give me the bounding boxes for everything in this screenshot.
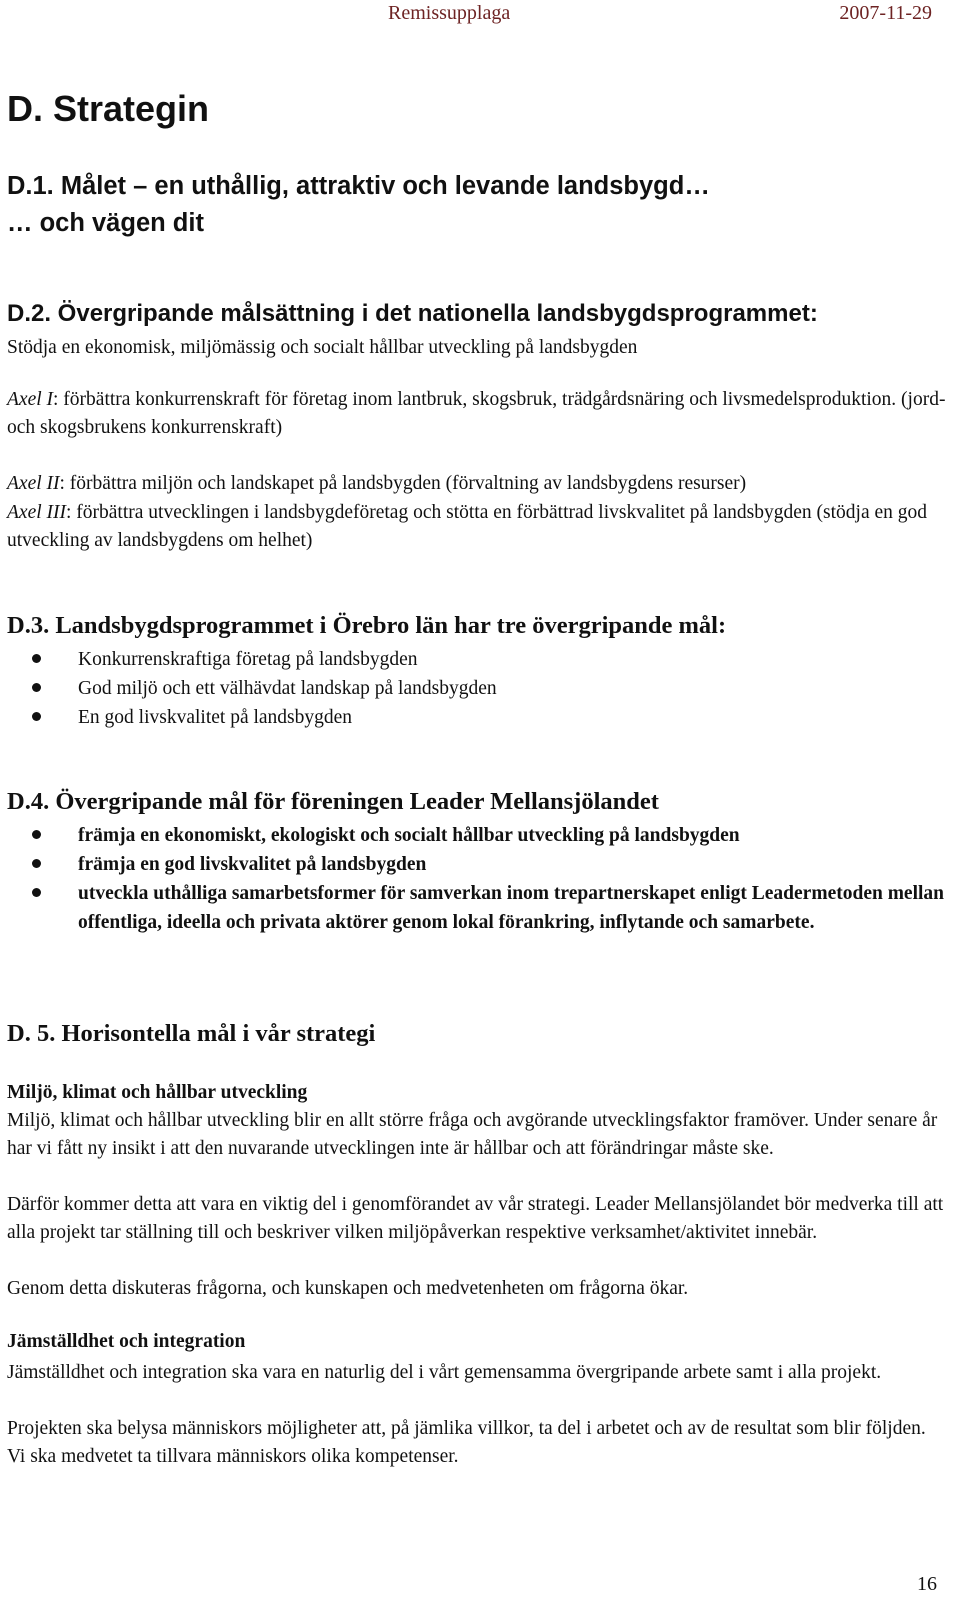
heading-d5: D. 5. Horisontella mål i vår strategi (7, 1020, 376, 1047)
bullet-icon (32, 683, 41, 692)
list-item: främja en ekonomiskt, ekologiskt och socialt hållbar utveckling på landsbygden (7, 821, 946, 850)
axis2-label: Axel II (7, 473, 60, 494)
list-item: En god livskvalitet på landsbygden (7, 703, 946, 732)
list-item: utveckla uthålliga samarbetsformer för samverkan inom trepartnerskapet enligt Leadermetoden mellan offentliga, ideella och privata aktörer genom lokal förankring, inflytande och samarbete. (7, 879, 946, 937)
subheading-environment: Miljö, klimat och hållbar utveckling (7, 1082, 308, 1103)
page-number: 16 (917, 1573, 937, 1595)
bullet-icon (32, 859, 41, 868)
axis1-text: : förbättra konkurrenskraft för företag inom lantbruk, skogsbruk, trädgårdsnäring och livsmedelsproduktion. (jord- och skogsbrukens konkurrenskraft) (7, 389, 946, 438)
bullet-icon (32, 712, 41, 721)
heading-d3: D.3. Landsbygdsprogrammet i Örebro län har tre övergripande mål: (7, 612, 727, 639)
axis3-label: Axel III (7, 502, 66, 523)
d3-goal-list (7, 645, 946, 732)
environment-paragraph-2: Därför kommer detta att vara en viktig del i genomförandet av vår strategi. Leader Mellansjölandet bör medverka till att alla projekt tar ställning till och beskriver vilken miljöpåverkan respektive verksamhet/aktivitet innebär. (7, 1194, 944, 1243)
bullet-icon (32, 830, 41, 839)
d2-axis2-paragraph (7, 470, 946, 498)
d2-axis3-paragraph (7, 499, 946, 554)
axis3-text: : förbättra utvecklingen i landsbygdeföretag och stötta en förbättrad livskvalitet på landsbygden (stödja en god utveckling av landsbygdens om helhet) (7, 502, 927, 551)
list-item: främja en god livskvalitet på landsbygden (7, 850, 946, 879)
d2-subline: Stödja en ekonomisk, miljömässig och socialt hållbar utveckling på landsbygden (7, 337, 638, 358)
axis2-text: : förbättra miljön och landskapet på landsbygden (förvaltning av landsbygdens resurser) (59, 473, 747, 494)
heading-d2: D.2. Övergripande målsättning i det nationella landsbygdsprogrammet: (7, 300, 818, 327)
bullet-icon (32, 654, 41, 663)
equality-paragraph-1: Jämställdhet och integration ska vara en naturlig del i vårt gemensamma övergripande arbete samt i alla projekt. (7, 1362, 882, 1383)
axis1-label: Axel I (7, 389, 54, 410)
equality-paragraph-2: Projekten ska belysa människors möjligheter att, på jämlika villkor, ta del i arbetet och av de resultat som blir följden. Vi ska medvetet ta tillvara människors olika kompetenser. (7, 1418, 926, 1467)
heading-d1-line1: D.1. Målet – en uthållig, attraktiv och levande landsbygd… (7, 172, 710, 200)
environment-paragraph-1: Miljö, klimat och hållbar utveckling blir en allt större fråga och avgörande utvecklingsfaktor framöver. Under senare år har vi fått ny insikt i att den nuvarande utvecklingen inte är hållbar och att förändringar måste ske. (7, 1110, 938, 1159)
d4-goal-list (7, 821, 946, 937)
environment-paragraph-3: Genom detta diskuteras frågorna, och kunskapen och medvetenheten om frågorna ökar. (7, 1278, 689, 1299)
header-draft-label: Remissupplaga (388, 2, 511, 24)
section-title: D. Strategin (7, 88, 210, 129)
heading-d4: D.4. Övergripande mål för föreningen Leader Mellansjölandet (7, 788, 659, 815)
header-date: 2007-11-29 (839, 2, 932, 24)
list-item: Konkurrenskraftiga företag på landsbygden (7, 645, 946, 674)
d2-axis1-paragraph (7, 386, 946, 441)
subheading-equality: Jämställdhet och integration (7, 1331, 246, 1352)
bullet-icon (32, 888, 41, 897)
heading-d1-line2: … och vägen dit (7, 209, 204, 237)
heading-d1 (7, 168, 946, 242)
list-item: God miljö och ett välhävdat landskap på landsbygden (7, 674, 946, 703)
